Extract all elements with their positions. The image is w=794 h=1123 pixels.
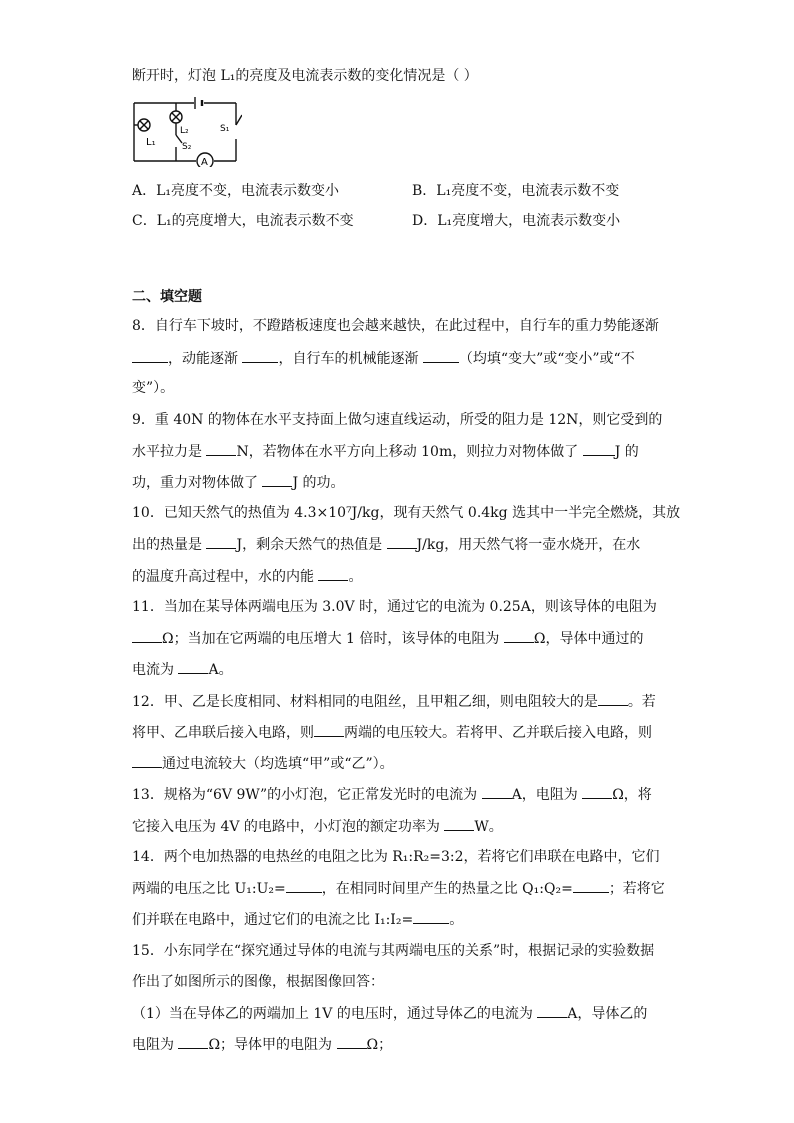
q15-line-1: 15．小东同学在“探究通过导体的电流与其两端电压的关系”时，根据记录的实验数据: [132, 943, 655, 959]
q15-line-4: 电阻为 Ω；导体甲的电阻为 Ω；: [132, 1034, 392, 1055]
answer-blank[interactable]: [413, 909, 449, 924]
q9-line-1: 9．重 40N 的物体在水平支持面上做匀速直线运动，所受的阻力是 12N，则它受到的: [132, 412, 663, 428]
answer-blank[interactable]: [583, 441, 615, 456]
q11-line-1: 11．当加在某导体两端电压为 3.0V 时，通过它的电流为 0.25A，则该导体的电阻为: [132, 599, 657, 615]
answer-blank[interactable]: [387, 534, 417, 549]
answer-blank[interactable]: [262, 472, 292, 487]
q7-option-d: D．L₁亮度增大，电流表示数变小: [412, 213, 621, 229]
l1-label: L₁: [146, 137, 156, 148]
q7-option-b: B．L₁亮度不变，电流表示数不变: [412, 183, 620, 199]
answer-blank[interactable]: [537, 1003, 567, 1018]
answer-blank[interactable]: [132, 628, 162, 643]
q8-line-1: 8．自行车下坡时，不蹬踏板速度也会越来越快，在此过程中，自行车的重力势能逐渐: [132, 318, 659, 334]
answer-blank[interactable]: [242, 348, 278, 363]
ammeter-label: A: [201, 157, 208, 167]
q10-line-3: 的温度升高过程中，水的内能 。: [132, 566, 362, 587]
answer-blank[interactable]: [482, 784, 512, 799]
q14-line-1: 14．两个电加热器的电热丝的电阻之比为 R₁:R₂=3:2，若将它们串联在电路中，它们: [132, 849, 660, 865]
answer-blank[interactable]: [318, 566, 348, 581]
q8-line-3: 变”）。: [132, 380, 175, 396]
q13-line-1: 13．规格为“6V 9W”的小灯泡，它正常发光时的电流为 A，电阻为 Ω，将: [132, 784, 652, 805]
q7-stem: 断开时，灯泡 L₁的亮度及电流表示数的变化情况是（ ）: [132, 68, 478, 84]
circuit-diagram: [132, 95, 242, 167]
answer-blank[interactable]: [314, 722, 344, 737]
section-title: 二、填空题: [132, 289, 202, 305]
q13-line-2: 它接入电压为 4V 的电路中，小灯泡的额定功率为 W。: [132, 816, 503, 837]
q7-option-a: A．L₁亮度不变，电流表示数变小: [132, 183, 340, 199]
q10-line-2: 出的热量是 J，剩余天然气的热值是 J/kg，用天然气将一壶水烧开，在水: [132, 534, 640, 555]
q8-line-2: ，动能逐渐 ，自行车的机械能逐渐 （均填“变大”或“变小”或“不: [132, 348, 635, 369]
q15-line-2: 作出了如图所示的图像，根据图像回答：: [132, 974, 384, 990]
answer-blank[interactable]: [286, 878, 322, 893]
answer-blank[interactable]: [337, 1034, 367, 1049]
answer-blank[interactable]: [423, 348, 459, 363]
answer-blank[interactable]: [582, 784, 612, 799]
answer-blank[interactable]: [132, 753, 162, 768]
q12-line-2: 将甲、乙串联后接入电路，则 两端的电压较大。若将甲、乙并联后接入电路，则: [132, 722, 652, 743]
answer-blank[interactable]: [573, 878, 609, 893]
answer-blank[interactable]: [206, 441, 236, 456]
answer-blank[interactable]: [178, 659, 208, 674]
q7-option-c: C．L₁的亮度增大，电流表示数不变: [132, 213, 354, 229]
q15-line-3: （1）当在导体乙的两端加上 1V 的电压时，通过导体乙的电流为 A，导体乙的: [132, 1003, 647, 1024]
q14-line-2: 两端的电压之比 U₁:U₂= ，在相同时间里产生的热量之比 Q₁:Q₂= ；若将它: [132, 878, 665, 899]
l2-label: L₂: [180, 126, 189, 136]
q14-line-3: 们并联在电路中，通过它们的电流之比 I₁:I₂= 。: [132, 909, 463, 930]
q9-line-3: 功，重力对物体做了 J 的功。: [132, 472, 345, 493]
answer-blank[interactable]: [504, 628, 534, 643]
q10-line-1: 10．已知天然气的热值为 4.3×10⁷J/kg，现有天然气 0.4kg 选其中一半完全燃烧，其放: [132, 505, 681, 521]
q11-line-2: Ω；当加在它两端的电压增大 1 倍时，该导体的电阻为 Ω，导体中通过的: [132, 628, 643, 649]
answer-blank[interactable]: [206, 534, 236, 549]
s2-label: S₂: [182, 142, 192, 152]
answer-blank[interactable]: [598, 691, 628, 706]
answer-blank[interactable]: [444, 816, 474, 831]
q9-line-2: 水平拉力是 N，若物体在水平方向上移动 10m，则拉力对物体做了 J 的: [132, 441, 639, 462]
s1-label: S₁: [220, 124, 230, 134]
q12-line-3: 通过电流较大（均选填“甲”或“乙”）。: [132, 753, 394, 774]
answer-blank[interactable]: [178, 1034, 208, 1049]
answer-blank[interactable]: [132, 348, 168, 363]
q12-line-1: 12．甲、乙是长度相同、材料相同的电阻丝，且甲粗乙细，则电阻较大的是 。若: [132, 691, 656, 712]
q11-line-3: 电流为 A。: [132, 659, 233, 680]
